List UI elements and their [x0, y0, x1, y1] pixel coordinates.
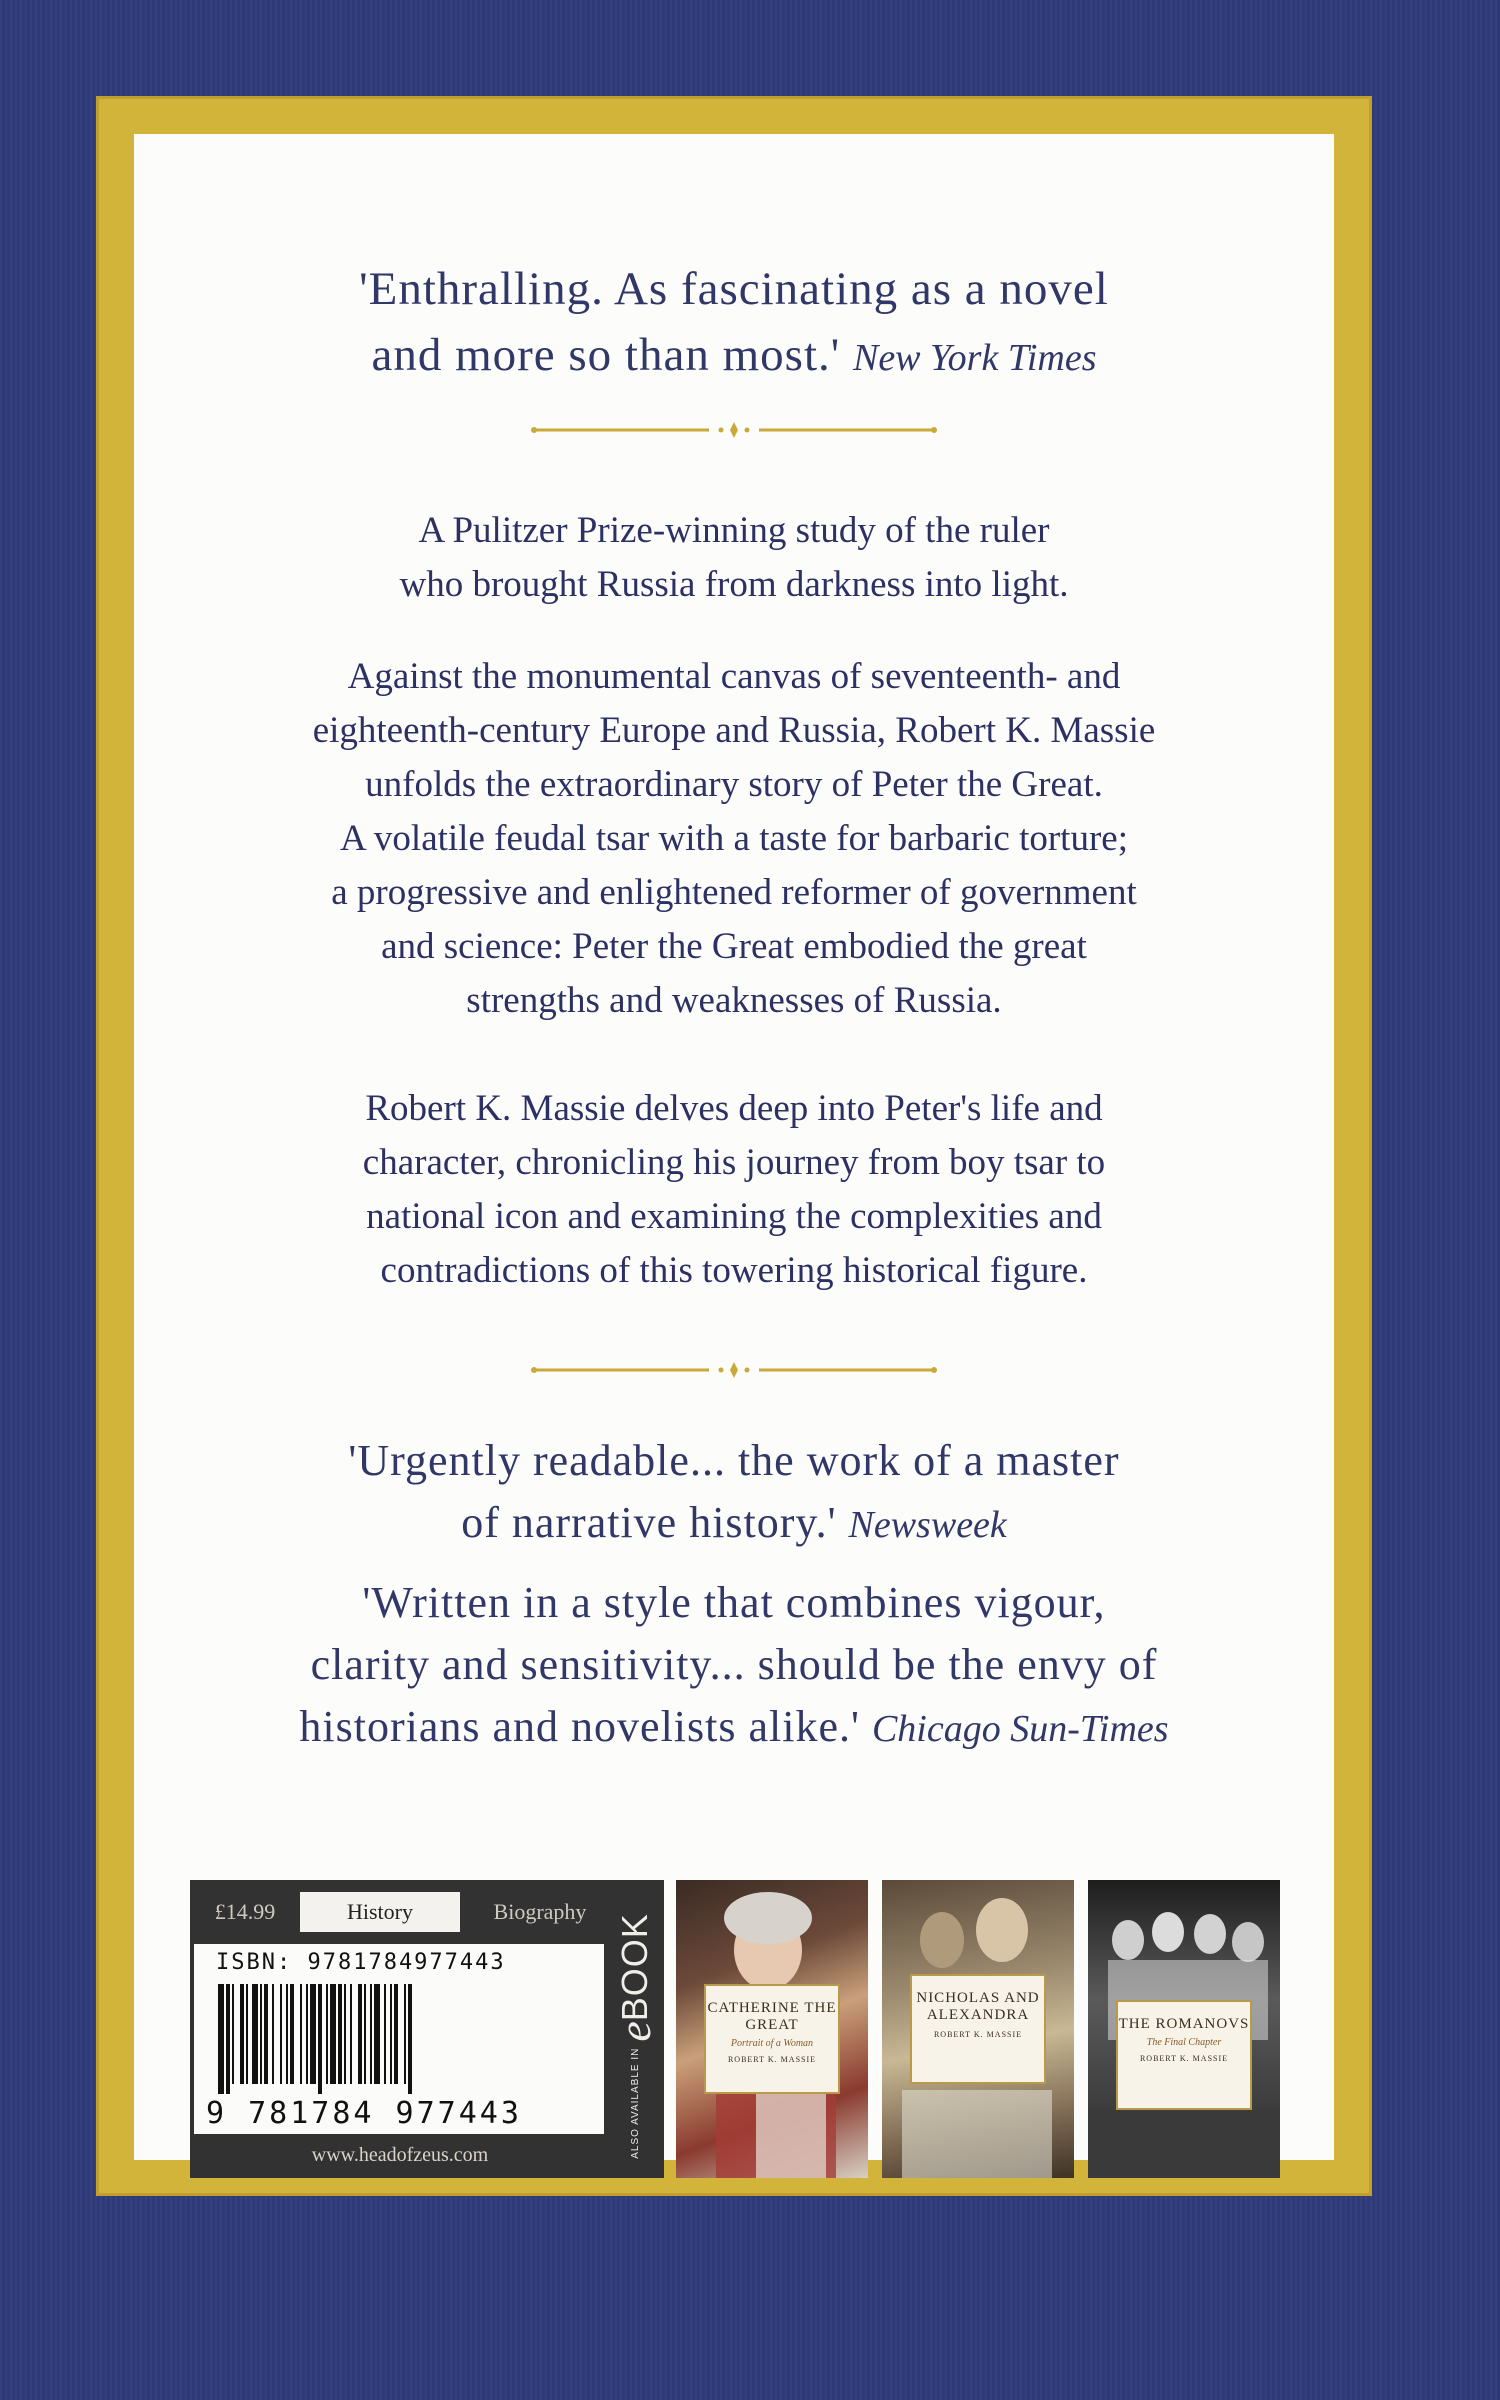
blurb-p3-line1: Robert K. Massie delves deep into Peter's life and — [365, 1088, 1103, 1129]
blurb-p3-line4: contradictions of this towering historical figure. — [380, 1250, 1088, 1291]
bottom-strip — [190, 1880, 1278, 2178]
barcode-icon — [216, 1984, 586, 2094]
quote-middle-line2-row — [134, 1492, 1334, 1556]
category-biography: Biography — [493, 1899, 587, 1924]
blurb-paragraph-2 — [134, 650, 1334, 1028]
cover-author: ROBERT K. MASSIE — [727, 2055, 817, 2064]
blurb-p3-line3: national icon and examining the complexities and — [366, 1196, 1102, 1237]
cover-title: NICHOLAS AND ALEXANDRA — [916, 1990, 1040, 2023]
quote-bottom-line2: clarity and sensitivity... should be the envy of — [310, 1640, 1158, 1689]
isbn-digits: 9 781784 977443 — [206, 2096, 522, 2131]
blurb-p2-line5: a progressive and enlightened reformer of government — [331, 872, 1137, 913]
isbn-area — [194, 1944, 604, 2134]
blurb-p1-line1: A Pulitzer Prize-winning study of the ruler — [418, 510, 1050, 551]
quote-bottom-line1: 'Written in a style that combines vigour, — [362, 1578, 1106, 1627]
publisher-website: www.headofzeus.com — [311, 2144, 489, 2166]
price-label: £14.99 — [214, 1899, 276, 1924]
quote-bottom-source: Chicago Sun-Times — [871, 1708, 1169, 1750]
blurb-p2-line1: Against the monumental canvas of seventeenth- and — [347, 656, 1121, 697]
cover-plate — [910, 1974, 1046, 2084]
quote-bottom-line3-row — [134, 1696, 1334, 1760]
book-cover-romanovs — [1088, 1880, 1280, 2178]
blurb-p3-line2: character, chronicling his journey from boy tsar to — [362, 1142, 1106, 1183]
back-cover-panel — [134, 134, 1334, 2166]
cover-author: ROBERT K. MASSIE — [933, 2030, 1023, 2039]
blurb-p2-line4: A volatile feudal tsar with a taste for barbaric torture; — [339, 818, 1128, 859]
quote-top-line2-row — [134, 322, 1334, 391]
cover-plate — [704, 1984, 840, 2094]
ebook-label — [609, 1913, 660, 2159]
quote-top-line1: 'Enthralling. As fascinating as a novel — [359, 263, 1109, 315]
ebook-e: e — [609, 2021, 660, 2042]
cover-author: ROBERT K. MASSIE — [1139, 2054, 1229, 2063]
quote-top-line2: and more so than most.' — [371, 329, 841, 381]
book-cover-nicholas — [882, 1880, 1074, 2178]
isbn-label: ISBN: 9781784977443 — [216, 1950, 506, 1975]
ebook-text — [609, 1913, 660, 2159]
cover-subtitle: The Final Chapter — [1146, 2037, 1222, 2048]
quote-bottom-line3: historians and novelists alike.' — [299, 1702, 860, 1751]
cover-title: CATHERINE THE GREAT — [707, 2000, 837, 2033]
ebook-also-available: ALSO AVAILABLE IN — [629, 2047, 641, 2159]
book-cover-catherine — [676, 1880, 868, 2178]
barcode-box — [190, 1880, 664, 2178]
cover-plate — [1116, 2000, 1252, 2110]
blurb-paragraph-1 — [134, 504, 1334, 612]
cover-subtitle: Portrait of a Woman — [730, 2038, 814, 2049]
blurb-p1-line2: who brought Russia from darkness into light. — [399, 564, 1069, 605]
quote-top-source: New York Times — [852, 337, 1097, 379]
quote-middle-line1: 'Urgently readable... the work of a master — [348, 1436, 1120, 1485]
quote-middle-source: Newsweek — [848, 1504, 1007, 1546]
category-tags — [190, 1892, 630, 1932]
blurb-paragraph-3 — [134, 1082, 1334, 1298]
category-history: History — [300, 1892, 460, 1932]
ornament-divider-bottom — [524, 1360, 944, 1380]
quote-top — [134, 256, 1334, 391]
blurb-p2-line7: strengths and weaknesses of Russia. — [466, 980, 1002, 1021]
blurb-p2-line2: eighteenth-century Europe and Russia, Robert K. Massie — [312, 710, 1156, 751]
cover-title: THE ROMANOVS — [1118, 2016, 1250, 2032]
ornament-divider-top — [524, 420, 944, 440]
quote-middle — [134, 1430, 1334, 1556]
ebook-book: BOOK — [614, 1913, 655, 2022]
blurb-p2-line6: and science: Peter the Great embodied the great — [381, 926, 1087, 967]
quote-middle-line2: of narrative history.' — [461, 1498, 837, 1547]
blurb-p2-line3: unfolds the extraordinary story of Peter the Great. — [365, 764, 1103, 805]
quote-bottom — [134, 1572, 1334, 1760]
